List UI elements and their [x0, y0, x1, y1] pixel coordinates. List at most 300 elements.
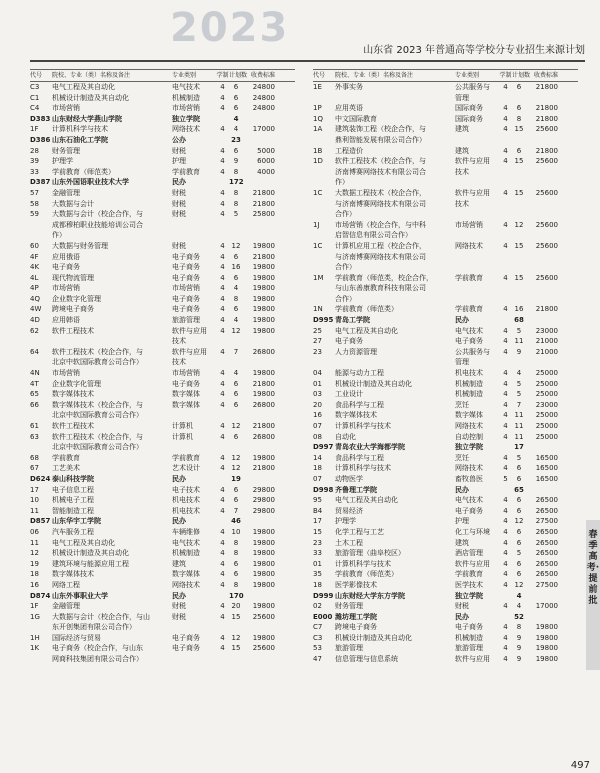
cell-fee: [243, 410, 275, 421]
cell-years: 4: [220, 496, 225, 505]
cell-fee: 16500: [535, 464, 558, 473]
cell-category: 电子商务: [172, 644, 200, 653]
cell-name: 青岛农业大学海都学院: [335, 443, 405, 452]
cell-plan: 6: [233, 305, 239, 314]
cell-name: 北京中软国际教育公司合作）: [52, 411, 143, 420]
cell-name: 市场营销: [52, 369, 80, 378]
table-row: [30, 410, 295, 421]
cell-name: 济南博赛网络技术有限公司合: [335, 167, 426, 176]
cell-category: 护理: [172, 157, 186, 166]
cell-category: 软件与应用: [455, 188, 490, 197]
cell-name: 食品科学与工程: [335, 400, 384, 409]
cell-code: 23: [313, 538, 322, 547]
cell-fee: 19800: [535, 644, 558, 653]
cell-category: 建筑: [172, 559, 186, 568]
table-row: [313, 569, 578, 580]
cell-code: D874: [30, 591, 51, 600]
cell-years: 4: [503, 400, 508, 409]
cell-fee: [243, 336, 275, 347]
cell-name: 电子商务: [335, 337, 363, 346]
cell-name: 学前教育（师范类，校企合作，: [335, 273, 433, 282]
cell-category: 电子商务: [172, 633, 200, 642]
cell-category: 民办: [455, 316, 469, 325]
cell-name: 企业数字化管理: [52, 294, 101, 303]
header-code: 代号: [30, 72, 43, 79]
cell-category: 民办: [455, 612, 469, 621]
cell-category: 软件与应用: [455, 559, 490, 568]
cell-plan: [512, 93, 526, 104]
table-row: [313, 410, 578, 421]
table-row: [30, 241, 295, 252]
cell-name: 智能制造工程: [52, 506, 94, 515]
table-row: [313, 559, 578, 570]
table-row: [30, 230, 295, 241]
cell-code: D387: [30, 178, 51, 187]
cell-years: 4: [503, 379, 508, 388]
table-row: [30, 368, 295, 379]
cell-name: 山东外国语职业技术大学: [52, 178, 129, 187]
cell-plan: 12: [231, 241, 241, 250]
cell-name: 电子信息工程: [52, 485, 94, 494]
cell-fee: [243, 442, 275, 453]
cell-plan: 11: [514, 432, 524, 441]
cell-category: [455, 252, 499, 263]
table-row: [313, 114, 578, 125]
cell-plan: 4: [233, 316, 239, 325]
cell-fee: [526, 167, 558, 178]
cell-fee: 21800: [535, 83, 558, 91]
cell-years: 4: [503, 188, 508, 197]
cell-category: 学前教育: [455, 570, 483, 579]
cell-code: [313, 230, 335, 241]
table-row: [30, 633, 295, 644]
cell-years: 4: [503, 273, 508, 282]
cell-fee: 25000: [535, 432, 558, 441]
cell-fee: [526, 315, 558, 326]
cell-years: 4: [220, 326, 225, 335]
cell-fee: 19800: [535, 623, 558, 632]
cell-fee: 29800: [252, 506, 275, 515]
cell-years: 4: [220, 580, 225, 589]
cell-plan: 6: [233, 273, 239, 282]
cell-name: [52, 336, 172, 347]
cell-years: 4: [220, 157, 225, 166]
cell-fee: 19800: [252, 633, 275, 642]
cell-plan: 7: [516, 400, 522, 409]
cell-fee: 25000: [535, 390, 558, 399]
table-row: [30, 156, 295, 167]
cell-name: 机械设计制造及其自动化: [335, 379, 412, 388]
cell-years: 4: [220, 644, 225, 653]
cell-plan: 6: [516, 538, 522, 547]
cell-fee: 27500: [535, 580, 558, 589]
cell-fee: 21800: [252, 422, 275, 430]
cell-category: 机电技术: [172, 506, 200, 515]
cell-plan: 12: [514, 580, 524, 589]
cell-years: 4: [220, 316, 225, 325]
cell-category: 财税: [455, 602, 469, 611]
cell-name: 山东外事职业大学: [52, 591, 108, 600]
table-row: [313, 421, 578, 432]
cell-fee: 26800: [252, 400, 275, 409]
cell-name: 北京中软国际教育公司合作）: [52, 358, 143, 367]
cell-years: [216, 410, 229, 421]
table-row: [313, 167, 578, 178]
cell-fee: 29800: [252, 485, 275, 494]
cell-fee: [526, 442, 558, 453]
cell-code: 1F: [30, 602, 39, 611]
cell-category: 市场营销: [455, 220, 483, 229]
cell-years: 4: [220, 305, 225, 314]
cell-name: 计算机科学与技术: [335, 422, 391, 430]
cell-plan: 5: [233, 210, 239, 219]
cell-years: 4: [503, 644, 508, 653]
table-row: [30, 548, 295, 559]
cell-plan: 12: [514, 220, 524, 229]
cell-code: C7: [313, 623, 323, 632]
cell-plan: [512, 199, 526, 210]
cell-fee: [243, 654, 275, 665]
cell-category: 自动控制: [455, 432, 483, 441]
page-title: 山东省 2023 年普通高等学校分专业招生来源计划: [363, 45, 585, 56]
cell-fee: 26500: [535, 549, 558, 558]
cell-plan: [512, 135, 526, 146]
cell-fee: [526, 283, 558, 294]
cell-fee: [243, 135, 275, 146]
cell-plan: 46: [231, 517, 241, 526]
cell-category: [172, 654, 216, 665]
cell-code: D997: [313, 443, 334, 452]
cell-plan: 8: [516, 114, 522, 123]
cell-years: 4: [220, 125, 225, 134]
cell-category: 网络技术: [455, 422, 483, 430]
cell-category: 机电技术: [172, 496, 200, 505]
cell-code: 64: [30, 347, 39, 356]
cell-years: 4: [503, 157, 508, 166]
cell-years: 4: [503, 559, 508, 568]
cell-fee: 25600: [535, 273, 558, 282]
cell-years: 4: [503, 623, 508, 632]
cell-name: 网络工程: [52, 580, 80, 589]
cell-category: 国际商务: [455, 104, 483, 113]
cell-fee: 19800: [252, 284, 275, 293]
cell-category: 公共服务与: [455, 347, 490, 356]
cell-code: [313, 199, 335, 210]
cell-years: 4: [220, 347, 225, 356]
cell-code: E000: [313, 612, 333, 621]
cell-plan: 9: [233, 157, 239, 166]
cell-category: 机械制造: [172, 549, 200, 558]
cell-code: 33: [30, 167, 39, 176]
cell-years: 4: [503, 411, 508, 420]
cell-category: 财税: [172, 188, 186, 197]
table-row: [313, 453, 578, 464]
cell-years: [216, 230, 229, 241]
table-row: [30, 82, 295, 93]
cell-years: 4: [220, 104, 225, 113]
cell-fee: 25600: [535, 125, 558, 134]
cell-name: 食品科学与工程: [335, 453, 384, 462]
cell-fee: 19800: [252, 316, 275, 325]
cell-name: 财务管理: [335, 602, 363, 611]
cell-category: [455, 283, 499, 294]
table-row: [30, 538, 295, 549]
cell-plan: 12: [231, 326, 241, 335]
table-row: [313, 463, 578, 474]
cell-category: 机械制造: [455, 390, 483, 399]
cell-name: 外事实务: [335, 83, 363, 91]
cell-fee: 21800: [535, 146, 558, 155]
cell-name: 合作）: [335, 210, 356, 219]
cell-name: 计算机应用工程（校企合作，: [335, 241, 426, 250]
cell-code: 62: [30, 326, 39, 335]
cell-category: 数字媒体: [172, 570, 200, 579]
cell-years: 4: [220, 559, 225, 568]
cell-fee: 19800: [252, 294, 275, 303]
cell-years: 4: [503, 602, 508, 611]
cell-name: 财务管理: [52, 146, 80, 155]
cell-plan: 15: [514, 273, 524, 282]
cell-plan: [229, 336, 243, 347]
cell-plan: [512, 230, 526, 241]
table-row: [30, 146, 295, 157]
cell-years: [499, 442, 512, 453]
cell-code: 20: [313, 400, 322, 409]
cell-code: 12: [30, 549, 39, 558]
cell-name: 学前教育: [52, 453, 80, 462]
cell-code: [313, 357, 335, 368]
cell-fee: [243, 114, 275, 125]
cell-plan: [512, 252, 526, 263]
cell-years: [499, 177, 512, 188]
cell-plan: 15: [514, 125, 524, 134]
table-row: [313, 283, 578, 294]
cell-years: 4: [503, 241, 508, 250]
cell-code: D998: [313, 485, 334, 494]
cell-plan: 5: [516, 390, 522, 399]
cell-code: [313, 135, 335, 146]
cell-years: 4: [220, 549, 225, 558]
cell-name: 齐鲁理工学院: [335, 485, 377, 494]
cell-plan: [229, 410, 243, 421]
cell-code: [30, 230, 52, 241]
cell-code: 47: [313, 655, 322, 664]
cell-years: 4: [220, 506, 225, 515]
year-watermark: 2023: [170, 5, 290, 51]
cell-plan: 6: [233, 400, 239, 409]
cell-fee: 24800: [252, 83, 275, 91]
cell-category: 车辆维修: [172, 527, 200, 536]
cell-fee: 24800: [252, 104, 275, 113]
cell-name: 与济南博赛网络技术有限公司: [335, 199, 426, 208]
table-row: [30, 400, 295, 411]
cell-plan: 12: [231, 422, 241, 430]
cell-code: 67: [30, 464, 39, 473]
cell-code: 16: [30, 580, 39, 589]
table-row: [30, 188, 295, 199]
table-row: [313, 495, 578, 506]
cell-years: [216, 622, 229, 633]
school-row: [313, 612, 578, 623]
cell-category: 旅游管理: [455, 644, 483, 653]
cell-name: 工业设计: [335, 390, 363, 399]
header-fee: 收费标准: [250, 72, 275, 79]
cell-fee: [526, 135, 558, 146]
cell-category: 网络技术: [172, 125, 200, 134]
cell-plan: 12: [231, 633, 241, 642]
cell-category: 管理: [455, 358, 469, 367]
cell-fee: 23000: [535, 400, 558, 409]
cell-category: 独立学院: [455, 591, 483, 600]
cell-category: 技术: [172, 358, 186, 367]
cell-name: 与济南博赛网络技术有限公司: [335, 252, 426, 261]
table-row: [30, 283, 295, 294]
cell-years: 4: [503, 369, 508, 378]
cell-code: 61: [30, 422, 39, 430]
cell-years: 4: [220, 612, 225, 621]
table-row: [313, 82, 578, 93]
cell-plan: 4: [233, 284, 239, 293]
cell-category: 建筑: [455, 538, 469, 547]
cell-code: 4D: [30, 316, 40, 325]
cell-plan: [229, 442, 243, 453]
cell-plan: 6: [233, 559, 239, 568]
cell-name: 跨境电子商务: [335, 623, 377, 632]
cell-category: 市场营销: [172, 104, 200, 113]
cell-fee: 25600: [535, 220, 558, 229]
table-row: [313, 357, 578, 368]
cell-code: 15: [313, 527, 322, 536]
cell-name: 大数据工程技术（校企合作，: [335, 188, 426, 197]
cell-name: 旅游管理: [335, 644, 363, 653]
cell-category: 计算机: [172, 422, 193, 430]
table-row: [30, 569, 295, 580]
cell-years: [499, 262, 512, 273]
cell-name: 机械设计制造及其自动化: [52, 549, 129, 558]
table-row: [30, 495, 295, 506]
cell-plan: 10: [231, 527, 241, 536]
cell-code: [313, 283, 335, 294]
cell-fee: 16500: [535, 474, 558, 483]
cell-code: 1B: [313, 146, 323, 155]
cell-fee: [526, 93, 558, 104]
table-row: [313, 124, 578, 135]
cell-category: 电子商务: [455, 623, 483, 632]
table-header: [313, 69, 578, 82]
school-row: [30, 177, 295, 188]
cell-code: C1: [30, 93, 40, 102]
cell-name: 国际经济与贸易: [52, 633, 101, 642]
cell-name: 护理学: [52, 157, 73, 166]
cell-code: D383: [30, 114, 51, 123]
table-row: [313, 294, 578, 305]
cell-name: 青岛工学院: [335, 316, 370, 325]
cell-name: 学前教育（师范类）: [335, 570, 398, 579]
cell-years: 4: [503, 527, 508, 536]
cell-years: [216, 516, 229, 527]
cell-category: 建筑: [455, 125, 469, 134]
cell-name: 中文国际教育: [335, 114, 377, 123]
cell-name: 贸易经济: [335, 506, 363, 515]
right-table: [313, 69, 578, 665]
cell-fee: 6000: [257, 157, 275, 166]
cell-years: 4: [220, 93, 225, 102]
cell-fee: 25000: [535, 411, 558, 420]
cell-name: 软件工程技术（校企合作，与: [335, 157, 426, 166]
cell-name: 信息管理与信息系统: [335, 655, 398, 664]
cell-years: [499, 135, 512, 146]
cell-years: 4: [220, 432, 225, 441]
cell-fee: 19800: [252, 369, 275, 378]
cell-name: 汽车服务工程: [52, 527, 94, 536]
table-row: [30, 389, 295, 400]
cell-category: 机电技术: [455, 369, 483, 378]
cell-code: [30, 442, 52, 453]
cell-category: [172, 442, 216, 453]
cell-category: 财税: [172, 199, 186, 208]
cell-code: 59: [30, 210, 39, 219]
table-row: [313, 527, 578, 538]
cell-name: 数字媒体技术（校企合作，与: [52, 400, 143, 409]
cell-name: 大数据与会计（校企合作，与山: [52, 612, 150, 621]
cell-category: 机械制造: [455, 633, 483, 642]
cell-code: 11: [30, 538, 39, 547]
cell-name: 软件工程技术（校企合作，与: [52, 347, 143, 356]
cell-name: 山东财经大学燕山学院: [52, 114, 122, 123]
cell-name: 数字媒体技术: [52, 390, 94, 399]
left-table-body: [30, 82, 295, 665]
cell-name: 人力资源管理: [335, 347, 377, 356]
table-row: [313, 230, 578, 241]
school-row: [313, 591, 578, 602]
cell-category: 国际商务: [455, 114, 483, 123]
table-row: [30, 304, 295, 315]
cell-years: 4: [503, 125, 508, 134]
cell-category: 烹饪: [455, 453, 469, 462]
cell-name: 与山东善康教育科技有限公司: [335, 284, 426, 293]
cell-name: 计算机科学与技术: [335, 464, 391, 473]
cell-years: 4: [503, 549, 508, 558]
cell-name: 合作）: [335, 294, 356, 303]
table-row: [30, 643, 295, 654]
table-row: [30, 273, 295, 284]
table-row: [313, 220, 578, 231]
cell-category: [172, 230, 216, 241]
cell-name: 软件工程技术: [52, 326, 94, 335]
cell-years: 4: [503, 347, 508, 356]
header-category: 专业类别: [455, 72, 480, 79]
cell-code: 25: [313, 326, 322, 335]
cell-years: [499, 283, 512, 294]
cell-code: 27: [313, 337, 322, 346]
cell-plan: 6: [516, 506, 522, 515]
cell-fee: [243, 591, 275, 602]
cell-code: 4Q: [30, 294, 40, 303]
cell-code: 66: [30, 400, 39, 409]
cell-plan: [229, 654, 243, 665]
cell-category: 电子技术: [172, 485, 200, 494]
cell-plan: 4: [233, 125, 239, 134]
cell-code: 68: [30, 453, 39, 462]
cell-fee: 21000: [535, 337, 558, 346]
cell-name: 学前教育（师范类）: [335, 305, 398, 314]
cell-fee: 26800: [252, 347, 275, 356]
cell-years: 4: [220, 83, 225, 91]
cell-fee: 26500: [535, 538, 558, 547]
cell-code: 1C: [313, 188, 323, 197]
table-row: [30, 379, 295, 390]
cell-name: 合作）: [335, 263, 356, 272]
